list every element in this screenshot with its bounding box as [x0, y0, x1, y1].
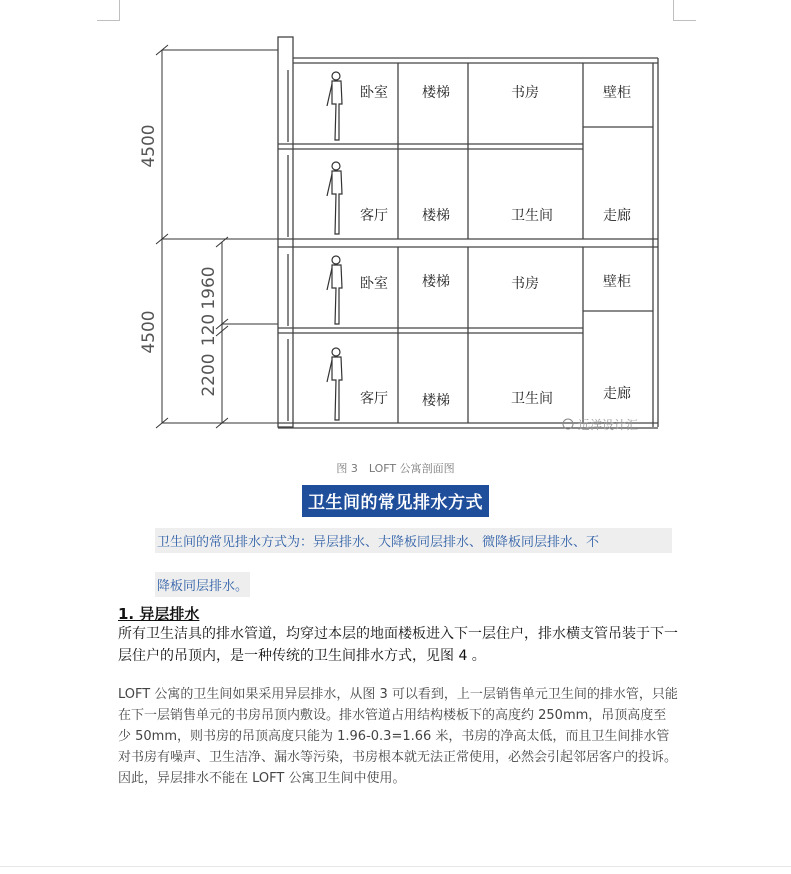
- room-label: 走廊: [603, 208, 631, 224]
- person-icon: [327, 256, 342, 324]
- person-icon: [327, 72, 342, 140]
- person-icon: [327, 162, 342, 234]
- page-corner-mark-left: [97, 0, 120, 21]
- person-figures: [327, 72, 342, 420]
- room-label: 书房: [511, 85, 539, 101]
- room-label: 客厅: [360, 208, 388, 224]
- section-heading-text: 卫生间的常见排水方式: [302, 485, 489, 517]
- section-drawing: [118, 30, 678, 440]
- summary-line-1: 卫生间的常见排水方式为：异层排水、大降板同层排水、微降板同层排水、不: [155, 528, 672, 553]
- room-label: 卧室: [360, 276, 388, 292]
- room-label: 卫生间: [511, 391, 553, 407]
- room-label: 卧室: [360, 85, 388, 101]
- watermark-text: 远洋设计汇: [578, 418, 639, 432]
- dim-1960: 1960: [199, 266, 219, 310]
- room-label: 楼梯: [422, 274, 450, 290]
- room-label: 楼梯: [422, 393, 450, 409]
- person-icon: [327, 348, 342, 420]
- room-label: 壁柜: [603, 85, 631, 101]
- room-label: 楼梯: [422, 85, 450, 101]
- room-label: 书房: [511, 276, 539, 292]
- dim-120: 120: [199, 313, 219, 347]
- room-label: 壁柜: [603, 274, 631, 290]
- page-bottom-rule: [0, 866, 791, 867]
- room-label: 楼梯: [422, 208, 450, 224]
- paragraph-1: 所有卫生洁具的排水管道，均穿过本层的地面楼板进入下一层住户，排水横支管吊装于下一层住户的吊顶内，是一种传统的卫生间排水方式，见图 4 。: [118, 626, 678, 664]
- dim-4500-upper: 4500: [139, 124, 159, 168]
- dim-4500-lower: 4500: [139, 310, 159, 354]
- summary-box: [155, 528, 670, 597]
- room-label: 客厅: [360, 391, 388, 407]
- room-label: 走廊: [603, 386, 631, 402]
- section-drawing-svg: [118, 30, 678, 440]
- room-label: 卫生间: [511, 208, 553, 224]
- subsection-title: 1. 异层排水: [118, 605, 200, 623]
- section-heading: [0, 485, 791, 517]
- dim-2200: 2200: [199, 353, 219, 397]
- watermark: [563, 417, 638, 432]
- page-corner-mark-right: [673, 0, 696, 21]
- paragraph-2: LOFT 公寓的卫生间如果采用异层排水，从图 3 可以看到，上一层销售单元卫生间的排水管，只能在下一层销售单元的书房吊顶内敷设。排水管道占用结构楼板下的高度约 250mm，吊顶高度至少 50mm，则书房的吊顶高度只能为 1.96-0.3=1.66 米，书房的净高太低，而且卫生间排水管对书房有噪声、卫生洁净、漏水等污染，书房根本就无法正常使用，必然会引起邻居客户的投诉。因此，异层排水不能在 LOFT 公寓卫生间中使用。: [118, 687, 678, 786]
- figure-caption: 图 3 LOFT 公寓剖面图: [336, 462, 455, 475]
- summary-line-2: 降板同层排水。: [155, 572, 250, 597]
